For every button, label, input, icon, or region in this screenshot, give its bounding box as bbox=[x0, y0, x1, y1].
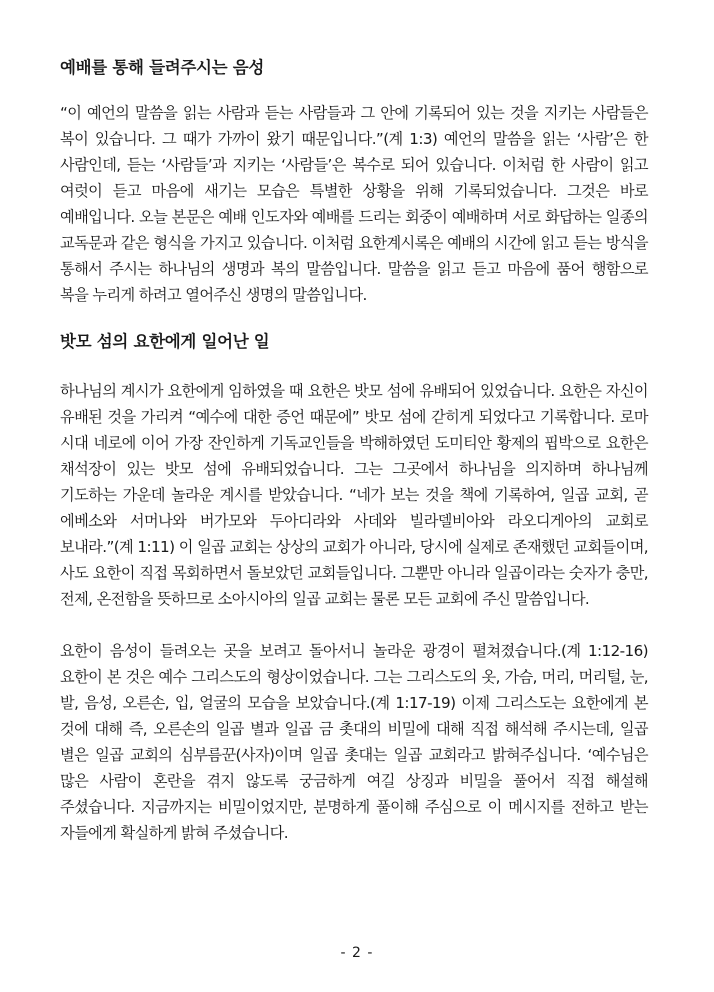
paragraph-patmos-revelation: 하나님의 계시가 요한에게 임하였을 때 요한은 밧모 섬에 유배되어 있었습니다. 요한은 자신이 유배된 것을 가리켜 “예수에 대한 증언 때문에” 밧모 섬에 갇히게 되었다고 기록합니다. 로마 시대 네로에 이어 가장 잔인하게 기독교인들을 박해하였던 도미티안 황제의 핍박으로 요한은 채석장이 있는 밧모 섬에 유배되었습니다. 그는 그곳에서 하나님을 의지하며 하나님께 기도하는 가운데 놀라운 계시를 받았습니다. “네가 보는 것을 책에 기록하여, 일곱 교회, 곧 에베소와 서머나와 버가모와 두아디라와 사데와 빌라델비아와 라오디게아의 교회로 보내라.”(계 1:11) 이 일곱 교회는 상상의 교회가 아니라, 당시에 실제로 존재했던 교회들이며, 사도 요한이 직접 목회하면서 돌보았던 교회들입니다. 그뿐만 아니라 일곱이라는 숫자가 충만, 전제, 온전함을 뜻하므로 소아시아의 일곱 교회는 물론 모든 교회에 주신 말씀입니다. bbox=[60, 382, 648, 608]
paragraph-patmos-vision: 요한이 음성이 들려오는 곳을 보려고 돌아서니 놀라운 광경이 펼쳐졌습니다.(계 1:12-16) 요한이 본 것은 예수 그리스도의 형상이었습니다. 그는 그리스도의 옷, 가슴, 머리, 머리털, 눈, 발, 음성, 오른손, 입, 얼굴의 모습을 보았습니다.(계 1:17-19) 이제 그리스도는 요한에게 본 것에 대해 즉, 오른손의 일곱 별과 일곱 금 촛대의 비밀에 대해 직접 해석해 주시는데, 일곱 별은 일곱 교회의 심부름꾼(사자)이며 일곱 촛대는 일곱 교회라고 밝혀주십니다. ‘예수님은 많은 사람이 혼란을 겪지 않도록 궁금하게 여길 상징과 비밀을 풀어서 직접 해설해 주셨습니다. 지금까지는 비밀이었지만, 분명하게 풀이해 주심으로 이 메시지를 전하고 받는 자들에게 확실하게 밝혀 주셨습니다. bbox=[60, 642, 648, 842]
page-number: - 2 - bbox=[340, 945, 374, 961]
paragraph-worship: “이 예언의 말씀을 읽는 사람과 듣는 사람들과 그 안에 기록되어 있는 것을 지키는 사람들은 복이 있습니다. 그 때가 가까이 왔기 때문입니다.”(계 1:3) 예언의 말씀을 읽는 ‘사람’은 한 사람인데, 듣는 ‘사람들’과 지키는 ‘사람들’은 복수로 되어 있습니다. 이처럼 한 사람이 읽고 여럿이 듣고 마음에 새기는 모습은 특별한 상황을 위해 기록되었습니다. 그것은 바로 예배입니다. 오늘 본문은 예배 인도자와 예배를 드리는 회중이 예배하며 서로 화답하는 일종의 교독문과 같은 형식을 가지고 있습니다. 이처럼 요한계시록은 예배의 시간에 읽고 듣는 방식을 통해서 주시는 하나님의 생명과 복의 말씀입니다. 말씀을 읽고 듣고 마음에 품어 행함으로 복을 누리게 하려고 열어주신 생명의 말씀입니다. bbox=[60, 104, 648, 304]
section-heading-patmos: 밧모 섬의 요한에게 일어난 일 bbox=[60, 332, 270, 351]
section-heading-worship: 예배를 통해 들려주시는 음성 bbox=[60, 58, 265, 77]
document-page bbox=[60, 50, 648, 846]
